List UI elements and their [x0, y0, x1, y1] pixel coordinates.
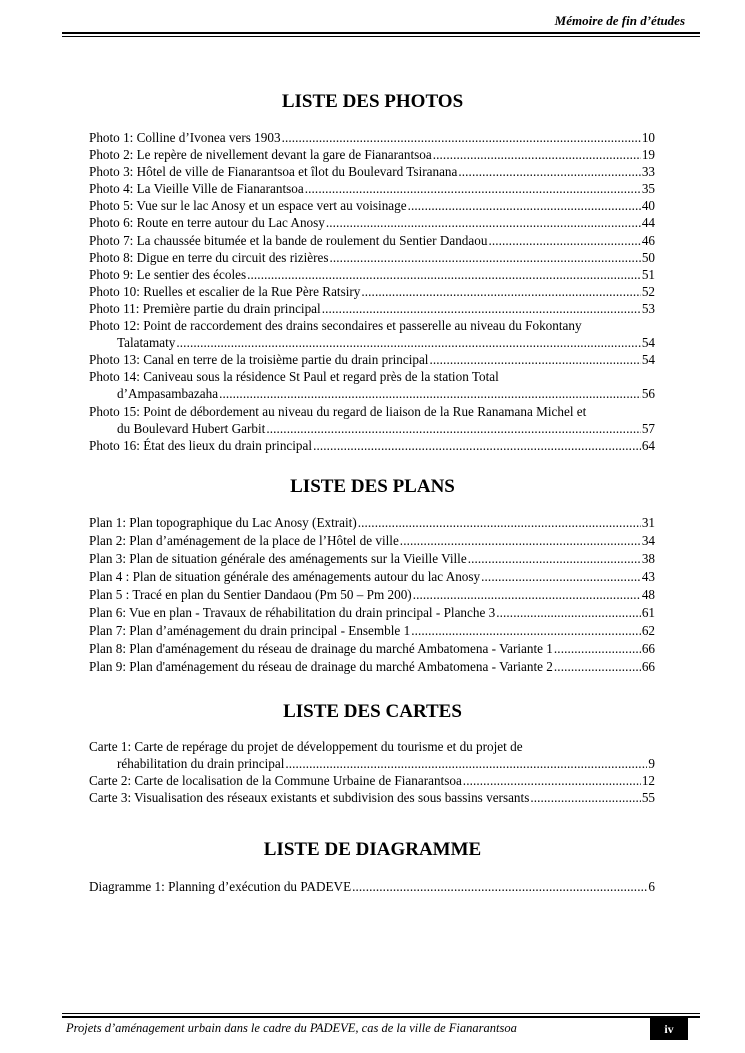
- toc-entry[interactable]: Photo 9: Le sentier des écoles . . . 51: [89, 266, 655, 283]
- toc-entry[interactable]: Photo 12: Point de raccordement des drains secondaires et passerelle au niveau du Fokontany Talatamaty . . . 54: [89, 317, 655, 351]
- header-title: Mémoire de fin d’études: [554, 13, 685, 28]
- toc-entry[interactable]: Photo 14: Caniveau sous la résidence St Paul et regard près de la station Total d’Ampasambazaha . . . 56: [89, 368, 655, 402]
- toc-entry[interactable]: Photo 6: Route en terre autour du Lac Anosy . . . 44: [89, 214, 655, 231]
- toc-entry-line: Photo 12: Point de raccordement des drains secondaires et passerelle au niveau du Fokontany: [89, 318, 582, 334]
- toc-entry[interactable]: Plan 1: Plan topographique du Lac Anosy (Extrait) . . . 31: [89, 514, 655, 532]
- toc-entry[interactable]: Photo 4: La Vieille Ville de Fianarantsoa . . . 35: [89, 180, 655, 197]
- toc-entry[interactable]: Photo 10: Ruelles et escalier de la Rue Père Ratsiry . . . 52: [89, 283, 655, 300]
- toc-photos: [89, 129, 655, 454]
- toc-entry[interactable]: Plan 6: Vue en plan - Travaux de réhabilitation du drain principal - Planche 3 . . . 61: [89, 604, 655, 622]
- toc-entry[interactable]: Carte 3: Visualisation des réseaux existants et subdivision des sous bassins versants . . . 55: [89, 789, 655, 806]
- toc-entry[interactable]: Plan 3: Plan de situation générale des aménagements sur la Vieille Ville . . . 38: [89, 550, 655, 568]
- section-title-plans: LISTE DES PLANS: [290, 476, 455, 497]
- toc-entry-line: Photo 15: Point de débordement au niveau du regard de liaison de la Rue Ranamana Michel et: [89, 403, 587, 419]
- page-number: iv: [650, 1018, 688, 1040]
- toc-diagramme: [89, 878, 655, 895]
- toc-plans: [89, 514, 655, 676]
- footer-rule: [62, 1016, 700, 1018]
- header-rule-thin: [62, 36, 700, 37]
- toc-entry[interactable]: Carte 1: Carte de repérage du projet de développement du tourisme et du projet de réhabilitation du drain principal . . . 9: [89, 738, 655, 772]
- footer-rule-thin: [62, 1013, 700, 1014]
- toc-entry-line: Photo 14: Caniveau sous la résidence St Paul et regard près de la station Total: [89, 369, 499, 385]
- toc-entry[interactable]: Photo 13: Canal en terre de la troisième partie du drain principal . . . 54: [89, 351, 655, 368]
- toc-entry[interactable]: Plan 4 : Plan de situation générale des aménagements autour du lac Anosy . . . 43: [89, 568, 655, 586]
- section-title-photos: LISTE DES PHOTOS: [281, 91, 464, 112]
- toc-entry[interactable]: Photo 8: Digue en terre du circuit des rizières . . . 50: [89, 249, 655, 266]
- toc-entry[interactable]: Photo 11: Première partie du drain principal . . . 53: [89, 300, 655, 317]
- toc-entry[interactable]: Plan 9: Plan d'aménagement du réseau de drainage du marché Ambatomena - Variante 2 . . . 66: [89, 658, 655, 676]
- toc-entry[interactable]: Photo 1: Colline d’Ivonea vers 1903 . . . 10: [89, 129, 655, 146]
- toc-entry[interactable]: Photo 3: Hôtel de ville de Fianarantsoa et îlot du Boulevard Tsiranana . . . 33: [89, 163, 655, 180]
- toc-entry[interactable]: Photo 5: Vue sur le lac Anosy et un espace vert au voisinage . . . 40: [89, 197, 655, 214]
- toc-entry[interactable]: Diagramme 1: Planning d’exécution du PADEVE . . . 6: [89, 878, 655, 895]
- toc-entry[interactable]: Plan 5 : Tracé en plan du Sentier Dandaou (Pm 50 – Pm 200) . . . 48: [89, 586, 655, 604]
- footer-text: Projets d’aménagement urbain dans le cadre du PADEVE, cas de la ville de Fianarantsoa: [66, 1021, 517, 1035]
- toc-entry[interactable]: Plan 7: Plan d’aménagement du drain principal - Ensemble 1 . . . 62: [89, 622, 655, 640]
- section-title-diagramme: LISTE DE DIAGRAMME: [263, 839, 482, 860]
- toc-entry-line: Carte 1: Carte de repérage du projet de développement du tourisme et du projet de: [89, 739, 523, 754]
- toc-entry[interactable]: Photo 2: Le repère de nivellement devant la gare de Fianarantsoa . . . 19: [89, 146, 655, 163]
- toc-entry[interactable]: Plan 2: Plan d’aménagement de la place de l’Hôtel de ville . . . 34: [89, 532, 655, 550]
- toc-entry[interactable]: Photo 15: Point de débordement au niveau du regard de liaison de la Rue Ranamana Michel et du Boulevard Hubert Garbit . . . 57: [89, 403, 655, 437]
- toc-cartes: [89, 738, 655, 806]
- toc-entry[interactable]: Carte 2: Carte de localisation de la Commune Urbaine de Fianarantsoa . . . 12: [89, 772, 655, 789]
- header-rule: [62, 32, 700, 34]
- toc-entry[interactable]: Plan 8: Plan d'aménagement du réseau de drainage du marché Ambatomena - Variante 1 . . . 66: [89, 640, 655, 658]
- toc-entry[interactable]: Photo 16: État des lieux du drain principal . . . 64: [89, 437, 655, 454]
- toc-entry[interactable]: Photo 7: La chaussée bitumée et la bande de roulement du Sentier Dandaou . . . 46: [89, 232, 655, 249]
- section-title-cartes: LISTE DES CARTES: [283, 701, 462, 722]
